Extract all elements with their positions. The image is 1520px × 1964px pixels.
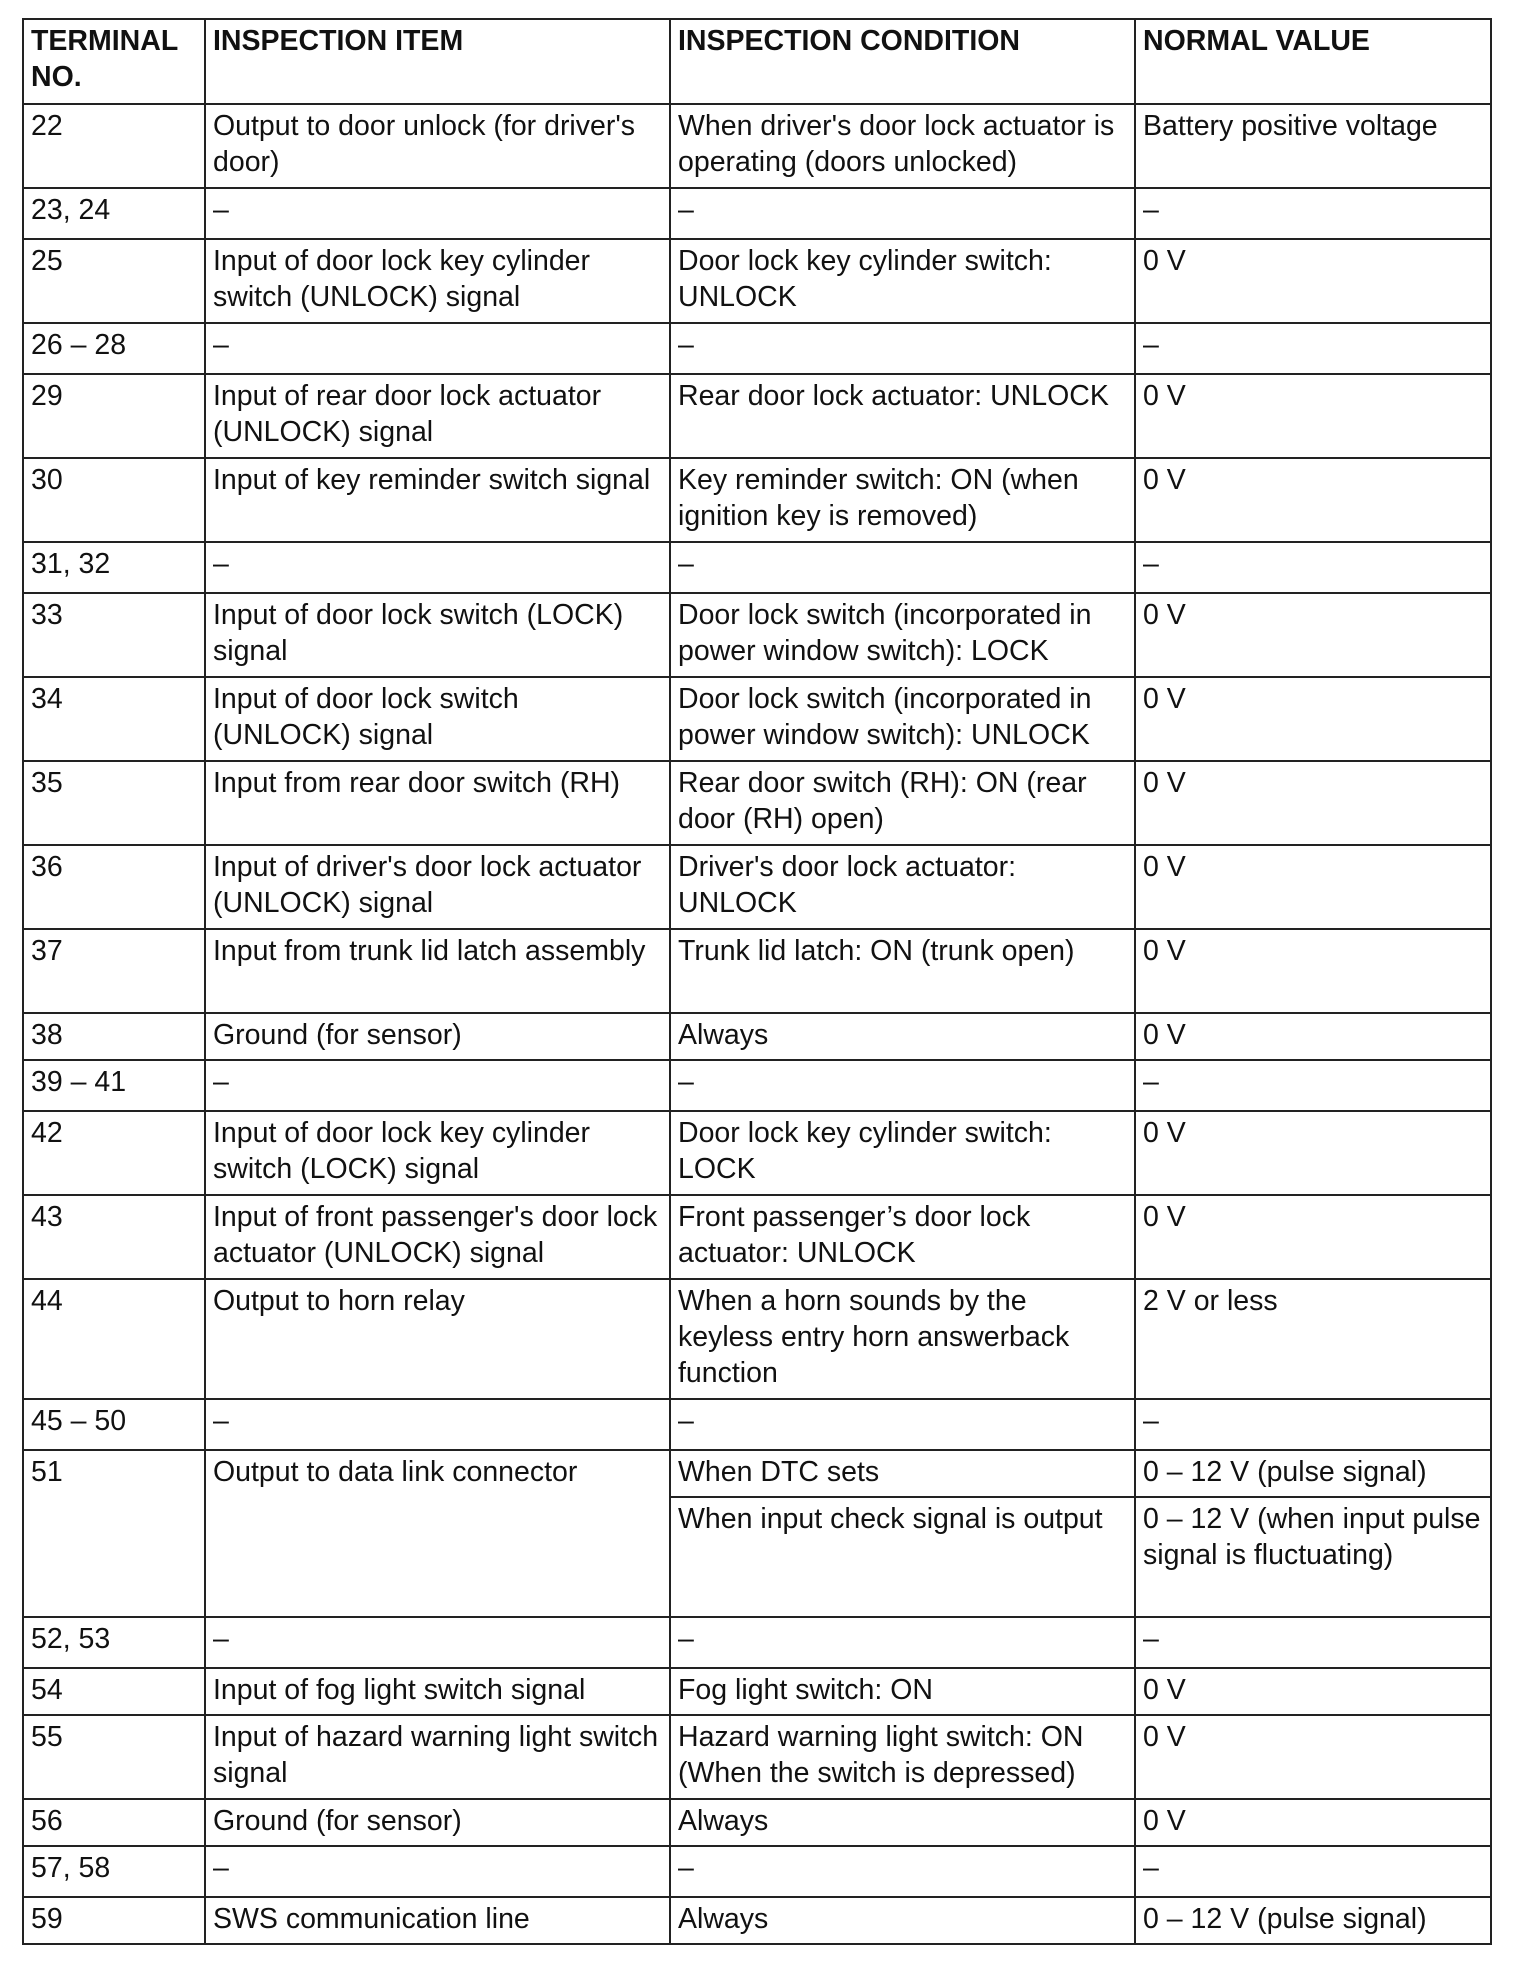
terminal-cell: 52, 53: [23, 1617, 205, 1668]
table-row: [23, 1846, 1491, 1897]
table-row: [23, 1897, 1491, 1944]
value-cell: –: [1135, 188, 1491, 239]
table-row: [23, 677, 1491, 761]
value-cell: 0 V: [1135, 1013, 1491, 1060]
value-cell: –: [1135, 1399, 1491, 1450]
header-inspection-item: INSPECTION ITEM: [205, 19, 670, 104]
table-row: [23, 1060, 1491, 1111]
value-cell: 0 V: [1135, 1799, 1491, 1846]
item-cell: Input of door lock key cylinder switch (LOCK) signal: [205, 1111, 670, 1195]
inspection-sheet: [22, 18, 1490, 1945]
terminal-cell: 34: [23, 677, 205, 761]
condition-cell: Door lock key cylinder switch: LOCK: [670, 1111, 1135, 1195]
terminal-cell: 57, 58: [23, 1846, 205, 1897]
item-cell: Input of rear door lock actuator (UNLOCK) signal: [205, 374, 670, 458]
item-cell: SWS communication line: [205, 1897, 670, 1944]
table-row: [23, 1399, 1491, 1450]
condition-cell: When a horn sounds by the keyless entry horn answerback function: [670, 1279, 1135, 1399]
condition-cell: Hazard warning light switch: ON (When the switch is depressed): [670, 1715, 1135, 1799]
table-row: [23, 1111, 1491, 1195]
terminal-cell: 25: [23, 239, 205, 323]
terminal-cell: 33: [23, 593, 205, 677]
value-cell: 0 V: [1135, 929, 1491, 1013]
value-cell: –: [1135, 1060, 1491, 1111]
table-row: [23, 1617, 1491, 1668]
item-cell: –: [205, 188, 670, 239]
terminal-cell: 26 – 28: [23, 323, 205, 374]
terminal-cell: 56: [23, 1799, 205, 1846]
terminal-cell: 42: [23, 1111, 205, 1195]
condition-cell: –: [670, 188, 1135, 239]
value-cell: 0 V: [1135, 458, 1491, 542]
value-cell: –: [1135, 323, 1491, 374]
terminal-cell: 45 – 50: [23, 1399, 205, 1450]
item-cell: –: [205, 1846, 670, 1897]
item-cell: Input from rear door switch (RH): [205, 761, 670, 845]
condition-cell: Rear door lock actuator: UNLOCK: [670, 374, 1135, 458]
terminal-cell: 39 – 41: [23, 1060, 205, 1111]
item-cell: Input of key reminder switch signal: [205, 458, 670, 542]
item-cell: Ground (for sensor): [205, 1013, 670, 1060]
item-cell: Input of door lock key cylinder switch (UNLOCK) signal: [205, 239, 670, 323]
condition-cell: When input check signal is output: [670, 1497, 1135, 1617]
condition-cell: Door lock key cylinder switch: UNLOCK: [670, 239, 1135, 323]
item-cell: –: [205, 323, 670, 374]
terminal-cell: 29: [23, 374, 205, 458]
table-row: [23, 1715, 1491, 1799]
condition-cell: Always: [670, 1013, 1135, 1060]
item-cell: Input from trunk lid latch assembly: [205, 929, 670, 1013]
item-cell: Input of front passenger's door lock actuator (UNLOCK) signal: [205, 1195, 670, 1279]
item-cell: Ground (for sensor): [205, 1799, 670, 1846]
item-cell: –: [205, 1060, 670, 1111]
item-cell: Input of door lock switch (LOCK) signal: [205, 593, 670, 677]
condition-cell: Front passenger’s door lock actuator: UNLOCK: [670, 1195, 1135, 1279]
value-cell: 0 V: [1135, 374, 1491, 458]
condition-cell: Rear door switch (RH): ON (rear door (RH) open): [670, 761, 1135, 845]
condition-cell: Trunk lid latch: ON (trunk open): [670, 929, 1135, 1013]
condition-cell: When driver's door lock actuator is operating (doors unlocked): [670, 104, 1135, 188]
table-row: [23, 761, 1491, 845]
condition-cell: –: [670, 1399, 1135, 1450]
header-normal-value: NORMAL VALUE: [1135, 19, 1491, 104]
table-row: [23, 542, 1491, 593]
condition-cell: Always: [670, 1897, 1135, 1944]
table-row: [23, 374, 1491, 458]
table-row: [23, 1668, 1491, 1715]
value-cell: 0 V: [1135, 593, 1491, 677]
item-cell: Input of fog light switch signal: [205, 1668, 670, 1715]
table-row: [23, 458, 1491, 542]
table-row: [23, 239, 1491, 323]
value-cell: 2 V or less: [1135, 1279, 1491, 1399]
item-cell: –: [205, 542, 670, 593]
value-cell: –: [1135, 1617, 1491, 1668]
table-row: [23, 1450, 1491, 1497]
terminal-cell: 55: [23, 1715, 205, 1799]
terminal-inspection-table: [22, 18, 1492, 1945]
table-row: [23, 845, 1491, 929]
terminal-cell: 51: [23, 1450, 205, 1617]
value-cell: –: [1135, 542, 1491, 593]
condition-cell: –: [670, 542, 1135, 593]
terminal-cell: 38: [23, 1013, 205, 1060]
value-cell: 0 V: [1135, 1715, 1491, 1799]
value-cell: 0 V: [1135, 677, 1491, 761]
terminal-cell: 54: [23, 1668, 205, 1715]
terminal-cell: 37: [23, 929, 205, 1013]
item-cell: Output to door unlock (for driver's door): [205, 104, 670, 188]
value-cell: Battery positive voltage: [1135, 104, 1491, 188]
terminal-cell: 59: [23, 1897, 205, 1944]
condition-cell: –: [670, 1060, 1135, 1111]
value-cell: –: [1135, 1846, 1491, 1897]
table-row: [23, 323, 1491, 374]
table-header-row: [23, 19, 1491, 104]
terminal-cell: 35: [23, 761, 205, 845]
condition-cell: Door lock switch (incorporated in power window switch): UNLOCK: [670, 677, 1135, 761]
table-row: [23, 1013, 1491, 1060]
condition-cell: –: [670, 1617, 1135, 1668]
value-cell: 0 V: [1135, 239, 1491, 323]
condition-cell: –: [670, 1846, 1135, 1897]
header-terminal-no: TERMINAL NO.: [23, 19, 205, 104]
value-cell: 0 V: [1135, 1111, 1491, 1195]
condition-cell: Door lock switch (incorporated in power window switch): LOCK: [670, 593, 1135, 677]
table-row: [23, 1195, 1491, 1279]
value-cell: 0 V: [1135, 845, 1491, 929]
condition-cell: Key reminder switch: ON (when ignition key is removed): [670, 458, 1135, 542]
item-cell: Output to data link connector: [205, 1450, 670, 1617]
table-row: [23, 1799, 1491, 1846]
value-cell: 0 – 12 V (when input pulse signal is fluctuating): [1135, 1497, 1491, 1617]
item-cell: –: [205, 1617, 670, 1668]
terminal-cell: 22: [23, 104, 205, 188]
item-cell: Input of driver's door lock actuator (UNLOCK) signal: [205, 845, 670, 929]
condition-cell: Always: [670, 1799, 1135, 1846]
item-cell: Output to horn relay: [205, 1279, 670, 1399]
item-cell: Input of door lock switch (UNLOCK) signal: [205, 677, 670, 761]
terminal-cell: 30: [23, 458, 205, 542]
value-cell: 0 – 12 V (pulse signal): [1135, 1897, 1491, 1944]
condition-cell: Driver's door lock actuator: UNLOCK: [670, 845, 1135, 929]
value-cell: 0 – 12 V (pulse signal): [1135, 1450, 1491, 1497]
terminal-cell: 23, 24: [23, 188, 205, 239]
terminal-cell: 44: [23, 1279, 205, 1399]
table-row: [23, 1279, 1491, 1399]
terminal-cell: 31, 32: [23, 542, 205, 593]
header-inspection-condition: INSPECTION CONDITION: [670, 19, 1135, 104]
value-cell: 0 V: [1135, 761, 1491, 845]
table-row: [23, 929, 1491, 1013]
condition-cell: –: [670, 323, 1135, 374]
terminal-cell: 43: [23, 1195, 205, 1279]
value-cell: 0 V: [1135, 1668, 1491, 1715]
item-cell: –: [205, 1399, 670, 1450]
condition-cell: When DTC sets: [670, 1450, 1135, 1497]
item-cell: Input of hazard warning light switch signal: [205, 1715, 670, 1799]
terminal-cell: 36: [23, 845, 205, 929]
value-cell: 0 V: [1135, 1195, 1491, 1279]
table-row: [23, 593, 1491, 677]
table-row: [23, 188, 1491, 239]
condition-cell: Fog light switch: ON: [670, 1668, 1135, 1715]
table-row: [23, 104, 1491, 188]
